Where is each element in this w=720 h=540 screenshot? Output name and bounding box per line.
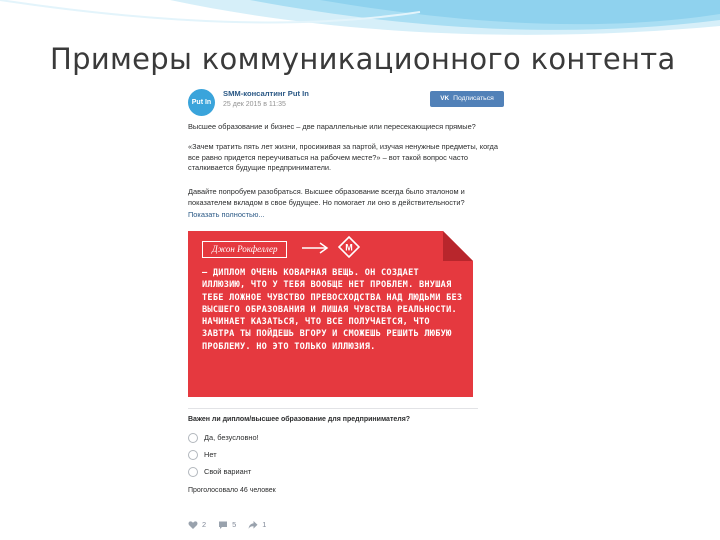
quote-text: – ДИПЛОМ ОЧЕНЬ КОВАРНАЯ ВЕЩЬ. ОН СОЗДАЕТ ИЛЛЮЗИЮ, ЧТО У ТЕБЯ ВООБЩЕ НЕТ ПРОБЛЕМ. ВНУШАЯ ТЕБЕ ЛОЖНОЕ ЧУВСТВО ПРЕВОСХОДСТВА НАД ЛЮДЬМИ БЕЗ ВЫСШЕГО ОБРАЗОВАНИЯ И ЛИШАЯ ЧУВСТВА РЕАЛЬНОСТИ. НАЧИНАЕТ КАЗАТЬСЯ, ЧТО ВСЕ ПОЛУЧАЕТСЯ, ЧТО ЗАВТРА ТЫ ПОЙДЕШЬ ВГОРУ И СМОЖЕШЬ РЕШИТЬ ЛЮБУЮ ПРОБЛЕМУ. НО ЭТО ТОЛЬКО ИЛЛЮЗИЯ.	[202, 268, 463, 352]
poll-option[interactable]	[188, 433, 259, 444]
quote-image-card[interactable]	[188, 231, 473, 397]
quote-author-tag: Джон Рокфеллер	[202, 241, 287, 258]
post-text-paragraph: Давайте попробуем разобраться. Высшее образование всегда было эталоном и показателем вкладом в свое будущее. Но помогает ли оно в действительности?	[188, 187, 465, 207]
diamond-logo-icon	[338, 236, 360, 258]
vk-post	[180, 84, 510, 540]
radio-icon[interactable]	[188, 467, 198, 477]
comment-count: 5	[232, 520, 237, 529]
subscribe-button[interactable]	[430, 91, 504, 107]
share-icon	[248, 520, 258, 530]
like-button[interactable]	[188, 520, 206, 531]
page-fold-decoration	[443, 231, 473, 261]
heart-icon	[188, 520, 198, 530]
vk-logo-icon: VK	[440, 95, 450, 103]
post-actions	[188, 520, 266, 531]
poll	[188, 408, 478, 500]
poll-option-label: Нет	[204, 450, 217, 459]
arrow-right-icon	[300, 241, 330, 255]
poll-option-label: Да, безусловно!	[204, 433, 259, 442]
post-text-paragraph: Высшее образование и бизнес – две параллельные или пересекающиеся прямые?	[188, 122, 476, 131]
subscribe-label: Подписаться	[453, 95, 494, 103]
show-more-link[interactable]: Показать полностью...	[188, 210, 265, 219]
post-date[interactable]: 25 дек 2015 в 11:35	[223, 101, 286, 108]
share-button[interactable]	[248, 520, 266, 531]
radio-icon[interactable]	[188, 433, 198, 443]
post-text-paragraph: «Зачем тратить пять лет жизни, просиживая за партой, изучая ненужные предметы, когда все равно придется переучиваться на рабочем месте?» – вот такой вопрос часто сталкивается будущие предприниматели.	[188, 142, 498, 173]
poll-option[interactable]	[188, 467, 251, 478]
share-count: 1	[262, 520, 267, 529]
like-count: 2	[202, 520, 207, 529]
poll-total-votes: Проголосовало 46 человек	[188, 487, 276, 494]
avatar[interactable]: Put In	[188, 89, 215, 116]
poll-question: Важен ли диплом/высшее образование для предпринимателя?	[188, 416, 411, 423]
poll-option-label: Свой вариант	[204, 467, 252, 476]
post-author[interactable]: SMM-консалтинг Put In	[223, 89, 309, 98]
slide-title: Примеры коммуникационного контента	[50, 42, 676, 76]
comment-icon	[218, 520, 228, 530]
comment-button[interactable]	[218, 520, 236, 531]
diamond-logo-letter: М	[345, 242, 353, 253]
poll-option[interactable]	[188, 450, 217, 461]
radio-icon[interactable]	[188, 450, 198, 460]
